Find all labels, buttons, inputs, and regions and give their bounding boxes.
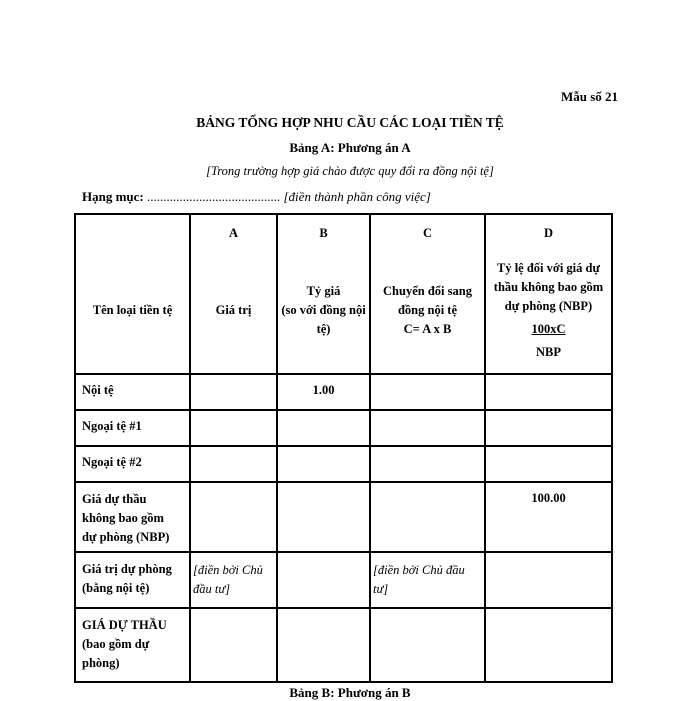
col-b-label [278,282,369,339]
cell-a [190,446,277,482]
row-label-line: không bao gồm [82,511,164,525]
cell-a [190,608,277,682]
row-label-line: (bao gồm dự [82,637,150,651]
cell-d [485,446,612,482]
row-label-nbp [75,482,190,552]
row-label-line: phòng) [82,656,120,670]
col-c-formula: C= A x B [403,322,452,336]
cell-d [485,552,612,608]
hint-line: [điền bởi Chủ đầu [373,563,465,577]
col-d-label [486,259,611,362]
cell-a [190,374,277,410]
row-label-line: dự phòng (NBP) [82,530,170,544]
col-d-formula-numerator: 100xC [531,322,566,336]
cell-b [277,410,370,446]
item-line [82,189,431,205]
hint-line: [điền bởi Chủ [193,563,263,577]
next-table-title: Bảng B: Phương án B [289,685,411,700]
row-label-foreign-1: Ngoại tệ #1 [75,410,190,446]
cell-c [370,446,485,482]
row-label-domestic: Nội tệ [75,374,190,410]
table-row [75,410,612,446]
col-c-label [371,282,484,339]
col-d-line1: Tỷ lệ đối với giá dự [497,261,600,275]
col-d-formula-denominator: NBP [536,345,561,359]
table-row [75,374,612,410]
item-dots: ......................................... [143,189,284,204]
col-c-line1: Chuyển đổi sang [383,284,472,298]
col-b-line3: tệ) [316,322,331,336]
table-row [75,446,612,482]
currency-table [74,213,613,683]
header-col-c [370,214,485,374]
col-a-label: Giá trị [215,303,252,317]
row-label-foreign-2: Ngoại tệ #2 [75,446,190,482]
col-d-letter: D [543,226,554,240]
table-subtitle: Bảng A: Phương án A [289,140,411,155]
cell-b [277,552,370,608]
row-label-line: GIÁ DỰ THẦU [82,618,167,632]
cell-c [370,608,485,682]
cell-b [277,482,370,552]
item-hint: [điền thành phần công việc] [283,189,431,204]
document-title: BẢNG TỔNG HỢP NHU CẦU CÁC LOẠI TIỀN TỆ [196,115,504,130]
col-b-line2: (so với đồng nội [281,303,366,317]
cell-b [277,446,370,482]
row-label-contingency [75,552,190,608]
cell-c-hint [370,552,485,608]
table-row [75,552,612,608]
row-label-line: Giá trị dự phòng [82,562,172,576]
col-d-line2: thầu không bao gồm [493,280,604,294]
conversion-note: [Trong trường hợp giá chào được quy đổi ra đồng nội tệ] [206,164,494,178]
table-row [75,608,612,682]
cell-c [370,410,485,446]
header-col-d [485,214,612,374]
col-c-letter: C [422,226,433,240]
cell-c [370,374,485,410]
cell-d-percent: 100.00 [485,482,612,552]
cell-d [485,608,612,682]
cell-b-rate: 1.00 [277,374,370,410]
header-col-b [277,214,370,374]
cell-a-hint [190,552,277,608]
header-row [75,214,612,374]
col-b-line1: Tỷ giá [306,284,341,298]
cell-d [485,410,612,446]
item-label: Hạng mục: [82,189,144,204]
header-currency-name-label: Tên loại tiền tệ [92,303,173,317]
row-label-line: (bằng nội tệ) [82,581,150,595]
hint-line: đầu tư] [193,582,231,596]
row-label-line: Giá dự thầu [82,492,147,506]
col-a-letter: A [228,226,239,240]
col-c-line2: đồng nội tệ [397,303,458,317]
cell-a [190,410,277,446]
col-d-line3: dự phòng (NBP) [504,299,593,313]
form-number: Mẫu số 21 [560,89,618,104]
cell-b [277,608,370,682]
cell-a [190,482,277,552]
row-label-bid-price [75,608,190,682]
cell-d [485,374,612,410]
hint-line: tư] [373,582,389,596]
col-b-letter: B [319,226,328,240]
header-col-a [190,214,277,374]
table-row [75,482,612,552]
cell-c [370,482,485,552]
header-currency-name [75,214,190,374]
